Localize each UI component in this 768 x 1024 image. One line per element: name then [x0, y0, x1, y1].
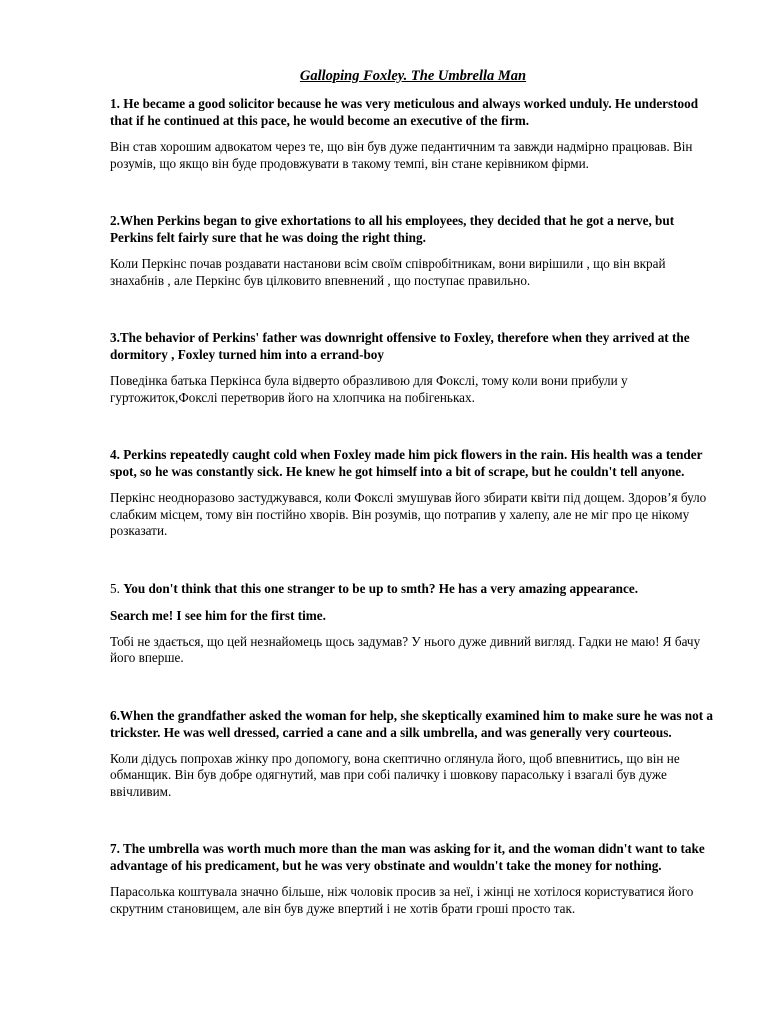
item-5: [110, 580, 716, 667]
english-sentence: 3.The behavior of Perkins' father was downright offensive to Foxley, therefore when they arrived at the dormitory , Foxley turned him into a errand-boy: [110, 330, 690, 362]
item-4: [110, 446, 716, 540]
english-question: You don't think that this one stranger to be up to smth? He has a very amazing appearance.: [123, 580, 639, 596]
item-2: [110, 212, 716, 289]
english-sentence: 1. He became a good solicitor because he was very meticulous and always worked unduly. He understood that if he continued at this pace, he would become an executive of the firm.: [110, 96, 699, 128]
item-number: 5.: [110, 580, 124, 596]
item-6: [110, 707, 716, 801]
item-7: [110, 840, 716, 917]
english-answer: Search me! I see him for the first time.: [110, 607, 326, 623]
english-sentence: 6.When the grandfather asked the woman for help, she skeptically examined him to make sure he was not a trickster. He was well dressed, carried a cane and a silk umbrella, and was generally very courteous.: [110, 707, 713, 740]
document-title: Galloping Foxley. The Umbrella Man: [299, 68, 527, 84]
item-3: [110, 329, 716, 406]
document-page: [110, 68, 716, 917]
ukrainian-translation: Перкінс неодноразово застуджувався, коли Фокслі змушував його збирати квіти під дощем. Здоров’я було слабким місцем, тому він постійно хворів. Він розумів, що потрапив у халепу, але не міг про це нікому розказати.: [110, 490, 707, 538]
english-sentence: [110, 580, 716, 597]
ukrainian-translation: Коли дідусь попрохав жінку про допомогу, вона скептично оглянула його, щоб впевнитись, що він не обманщик. Він був добре одягнутий, мав при собі паличку і шовкову парасольку і взагалі був дуже ввічливим.: [110, 750, 680, 799]
english-sentence: 2.When Perkins began to give exhortations to all his employees, they decided that he got a nerve, but Perkins felt fairly sure that he was doing the right thing.: [110, 213, 675, 245]
ukrainian-translation: Він став хорошим адвокатом через те, що він був дуже педантичним та завжди надмірно працював. Він розумів, що якщо він буде продовжувати в такому темпі, він стане керівником фірми.: [110, 139, 693, 171]
english-sentence: 7. The umbrella was worth much more than the man was asking for it, and the woman didn't want to take advantage of his predicament, but he was very obstinate and wouldn't take the money for nothing.: [110, 841, 705, 873]
ukrainian-translation: Парасолька коштувала значно більше, ніж чоловік просив за неї, і жінці не хотілося користуватися його скрутним становищем, але він був дуже впертий і не хотів брати гроші просто так.: [110, 884, 694, 916]
english-sentence: 4. Perkins repeatedly caught cold when Foxley made him pick flowers in the rain. His health was a tender spot, so he was constantly sick. He knew he got himself into a bit of scrape, but he couldn't tell anyone.: [110, 447, 703, 479]
ukrainian-translation: Поведінка батька Перкінса була відверто образливою для Фокслі, тому коли вони прибули у гуртожиток,Фокслі перетворив його на хлопчика на побігеньках.: [110, 373, 628, 405]
item-1: [110, 95, 716, 172]
ukrainian-translation: Коли Перкінс почав роздавати настанови всім своїм співробітникам, вони вирішили , що він вкрай знахабнів , але Перкінс був цілковито впевнений , що поступає правильно.: [110, 256, 666, 288]
ukrainian-translation: Тобі не здається, що цей незнайомець щось задумав? У нього дуже дивний вигляд. Гадки не маю! Я бачу його вперше.: [110, 633, 701, 665]
